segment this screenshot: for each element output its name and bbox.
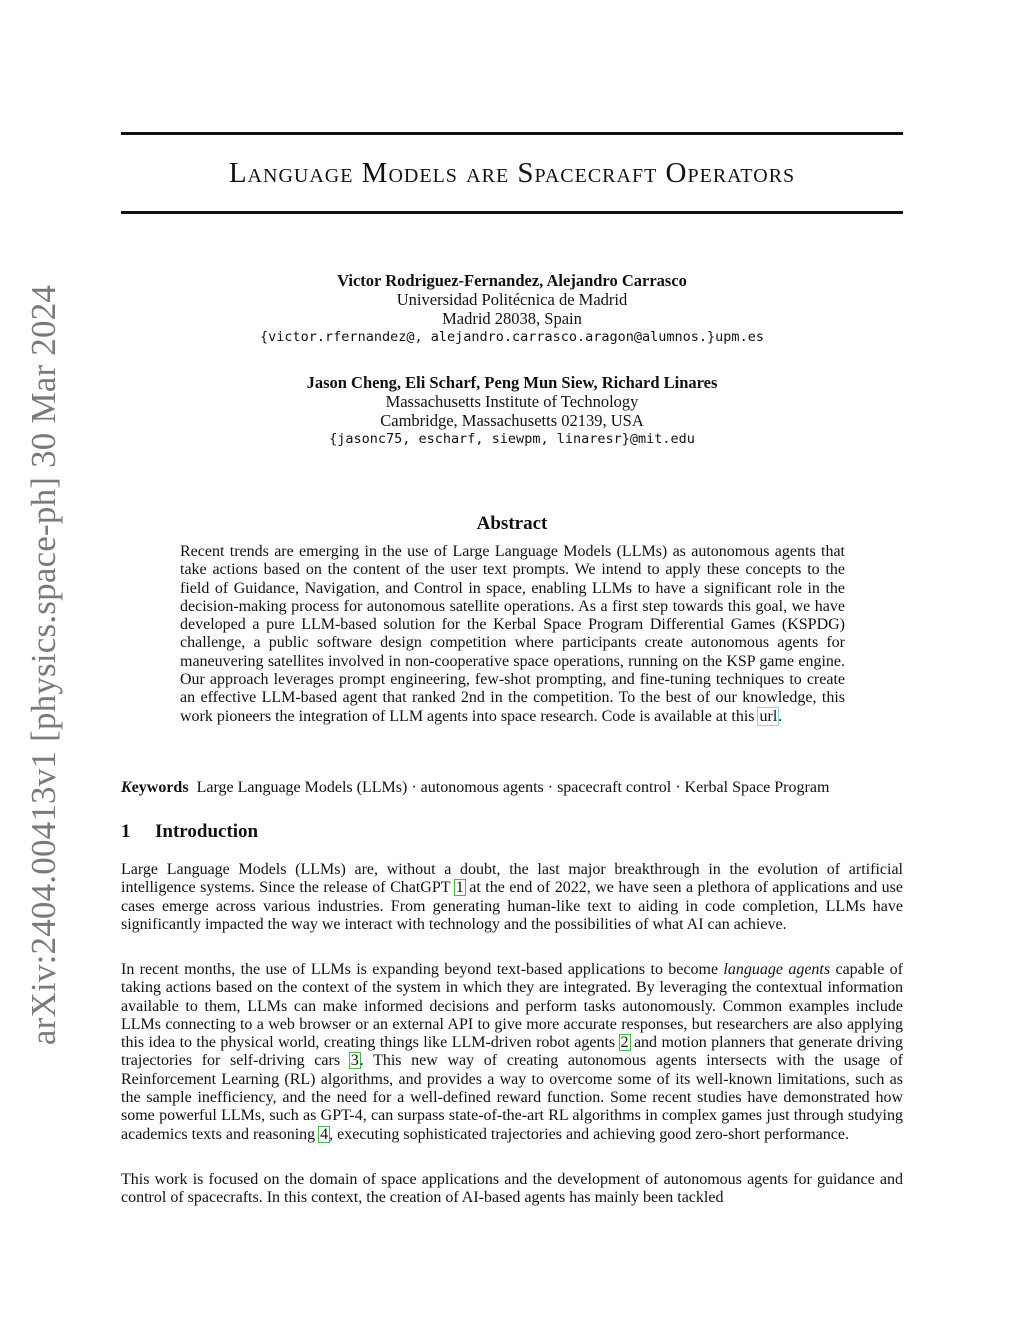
author-email: {victor.rfernandez@, alejandro.carrasco.aragon@alumnos.}upm.es — [260, 329, 764, 345]
author-affiliation: Universidad Politécnica de Madrid — [396, 290, 628, 309]
section-heading-introduction — [121, 821, 258, 843]
author-block-upm — [121, 271, 903, 347]
title-rule-top — [121, 132, 903, 135]
section-number: 1 — [121, 821, 131, 842]
abstract-body — [180, 543, 845, 726]
abstract-heading: Abstract — [476, 513, 548, 534]
code-url-link[interactable]: url — [759, 707, 778, 725]
citation-link[interactable]: 3 — [350, 1052, 359, 1070]
author-names: Jason Cheng, Eli Scharf, Peng Mun Siew, Richard Linares — [306, 373, 718, 392]
intro-paragraph-3: This work is focused on the domain of space applications and the development of autonomous agents for guidance and control of spacecrafts. In this context, the creation of AI-based agents has mainly been tackled — [121, 1171, 903, 1207]
citation-link[interactable]: 1 — [455, 879, 464, 897]
arxiv-stamp — [0, 0, 70, 1325]
author-address: Cambridge, Massachusetts 02139, USA — [380, 411, 644, 430]
author-affiliation: Massachusetts Institute of Technology — [385, 392, 639, 411]
keywords-label: Keywords — [121, 779, 189, 796]
abstract-end: . — [778, 707, 783, 725]
intro-paragraph-1: Large Language Models (LLMs) are, without a doubt, the last major breakthrough in the evolution of artificial intelligence systems. Since the release of ChatGPT 1 at the end of 2022, we have seen a plethora of applications and use cases emerge across various industries. From generating human-like text to aiding in code completion, LLMs have significantly impacted the way we interact with technology and the possibilities of what AI can achieve. — [121, 861, 904, 933]
arxiv-identifier: arXiv:2404.00413v1 [physics.space-ph] 30 Mar 2024 — [24, 284, 63, 1046]
citation-link[interactable]: 4 — [320, 1125, 329, 1143]
title-rule-bottom — [121, 211, 903, 214]
citation-link[interactable]: 2 — [620, 1034, 629, 1052]
abstract-text: Recent trends are emerging in the use of Large Language Models (LLMs) as autonomous agents that take actions based on the content of the user text prompts. We intend to apply these concepts to the field of Guidance, Navigation, and Control in space, enabling LLMs to have a significant role in the decision-making process for autonomous satellite operations. As a first step towards this goal, we have developed a pure LLM-based solution for the Kerbal Space Program Differential Games (KSPDG) challenge, a public software design competition where participants create autonomous agents for maneuvering satellites involved in non-cooperative space operations, running on the KSP game engine. Our approach leverages prompt engineering, few-shot prompting, and fine-tuning techniques to create an effective LLM-based agent that ranked 2nd in the competition. To the best of our knowledge, this work pioneers the integration of LLM agents into space research. Code is available at this — [180, 543, 845, 725]
emphasis-text: language agents — [723, 961, 831, 978]
paper-title: Language Models are Spacecraft Operators — [228, 157, 796, 189]
intro-paragraph-2: In recent months, the use of LLMs is expanding beyond text-based applications to become language agents capable of taking actions based on the context of the system in which they are integrated. By leveraging the contextual information available to them, LLMs can make informed decisions and perform tasks autonomously. Common examples include LLMs connecting to a web browser or an external API to give more accurate responses, but researchers are also applying this idea to the physical world, creating things like LLM-driven robot agents 2 and motion planners that generate driving trajectories for self-driving cars 3. This new way of creating autonomous agents intersects with the usage of Reinforcement Learning (RL) algorithms, and provides a way to overcome some of its well-known limitations, such as the sample inefficiency, and the need for a well-defined reward function. Some recent studies have demonstrated how some powerful LLMs, such as GPT-4, can surpass state-of-the-art RL algorithms in complex games just through studying academics texts and reasoning 4, executing sophisticated trajectories and achieving good zero-short performance. — [121, 961, 904, 1143]
author-block-mit — [121, 373, 903, 449]
keywords-line — [121, 779, 903, 797]
author-address: Madrid 28038, Spain — [442, 309, 582, 328]
author-names: Victor Rodriguez-Fernandez, Alejandro Carrasco — [337, 271, 687, 290]
section-title: Introduction — [155, 821, 259, 842]
author-email: {jasonc75, escharf, siewpm, linaresr}@mit.edu — [329, 431, 695, 447]
keywords-text: Large Language Models (LLMs) · autonomous agents · spacecraft control · Kerbal Space Program — [196, 779, 830, 796]
